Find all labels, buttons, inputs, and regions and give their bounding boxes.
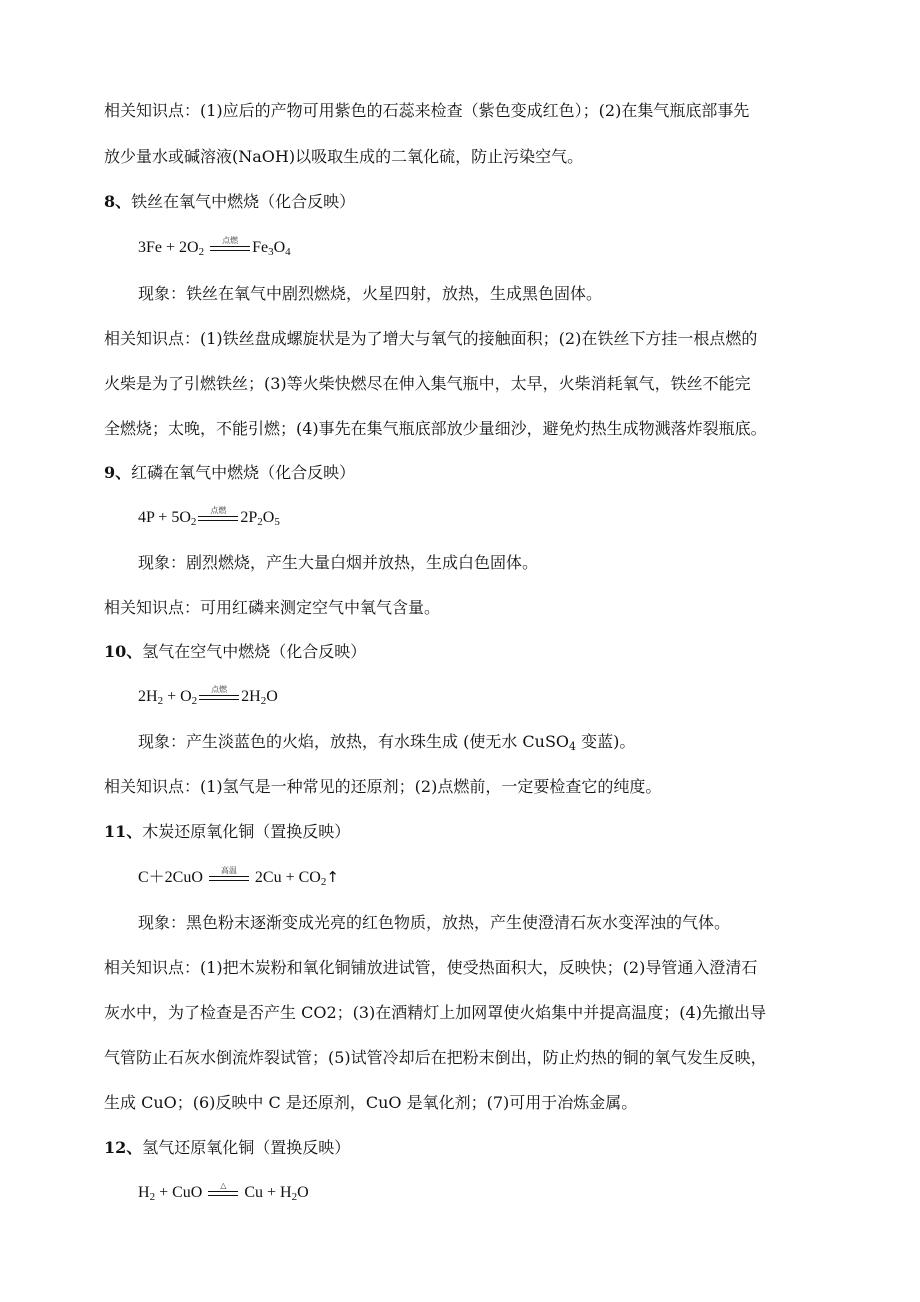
knowledge-line: 相关知识点：可用红磷来测定空气中氧气含量。 [104,598,441,617]
reaction-condition: △ [208,1186,238,1200]
section-number: 10、 [104,642,143,661]
section-number: 9、 [104,463,132,482]
section-12-heading [104,1137,844,1159]
section-10-heading [104,641,844,663]
section-title: 氢气在空气中燃烧（化合反映） [142,642,367,661]
equation-11: C＋2CuO 高温 $2Cu + CO_2↑$ [138,866,339,888]
section-11-heading [104,821,844,843]
phenomenon-8: 现象：铁丝在氧气中剧烈燃烧，火星四射，放热，生成黑色固体。 [138,284,603,303]
phenomenon-10: 现象：产生淡蓝色的火焰，放热，有水珠生成 (使无水 CuSO$_4$ 变蓝)。 [138,732,636,753]
section-number: 8、 [104,192,132,211]
knowledge-line: 相关知识点：(1)氢气是一种常见的还原剂；(2)点燃前，一定要检查它的纯度。 [104,777,662,796]
knowledge-line: 相关知识点：(1)把木炭粉和氧化铜铺放进试管，使受热面积大，反映快；(2)导管通入澄清石 [104,958,758,977]
phenomenon-11: 现象：黑色粉末逐渐变成光亮的红色物质，放热，产生使澄清石灰水变浑浊的气体。 [138,913,731,932]
reaction-condition: 点燃 [198,511,238,525]
section-title: 铁丝在氧气中燃烧（化合反映） [131,192,356,211]
knowledge-line: 生成 CuO；(6)反映中 C 是还原剂，CuO 是氧化剂；(7)可用于冶炼金属。 [104,1093,638,1112]
knowledge-line: 气管防止石灰水倒流炸裂试管；(5)试管冷却后在把粉末倒出，防止灼热的铜的氧气发生反映， [104,1048,767,1067]
equation-10: $2H_2 + O_2$ 点燃 $2H_2O$ [138,685,278,707]
reaction-condition: 点燃 [199,690,239,704]
section-9-heading [104,462,844,484]
equation-8: $3Fe + 2O_2$ 点燃 $Fe_3O_4$ [138,236,291,258]
reaction-condition: 点燃 [210,241,250,255]
reaction-condition: 高温 [209,871,249,885]
knowledge-line: 放少量水或碱溶液(NaOH)以吸取生成的二氧化硫，防止污染空气。 [104,147,584,166]
section-title: 红磷在氧气中燃烧（化合反映） [131,463,356,482]
equation-12: $H_2$ + CuO △ $Cu + H_2O$ [138,1181,309,1203]
section-title: 氢气还原氧化铜（置换反映） [142,1138,351,1157]
equation-9: $4P + 5O_2$ 点燃 $2P_2O_5$ [138,506,280,528]
gas-arrow-icon: ↑ [326,868,339,886]
knowledge-line: 全燃烧；太晚，不能引燃；(4)事先在集气瓶底部放少量细沙，避免灼热生成物溅落炸裂瓶底。 [104,419,767,438]
section-number: 11、 [104,822,143,841]
knowledge-line: 灰水中，为了检查是否产生 CO2；(3)在酒精灯上加网罩使火焰集中并提高温度；(4)先撤出导 [104,1003,766,1022]
section-8-heading [104,191,844,213]
knowledge-line: 火柴是为了引燃铁丝；(3)等火柴快燃尽在伸入集气瓶中，太早，火柴消耗氧气，铁丝不能完 [104,374,751,393]
phenomenon-9: 现象：剧烈燃烧，产生大量白烟并放热，生成白色固体。 [138,553,539,572]
section-number: 12、 [104,1138,143,1157]
knowledge-line: 相关知识点：(1)铁丝盘成螺旋状是为了增大与氧气的接触面积；(2)在铁丝下方挂一根点燃的 [104,329,758,348]
section-title: 木炭还原氧化铜（置换反映） [142,822,351,841]
knowledge-line: 相关知识点：(1)应后的产物可用紫色的石蕊来检查（紫色变成红色）；(2)在集气瓶底部事先 [104,101,750,120]
